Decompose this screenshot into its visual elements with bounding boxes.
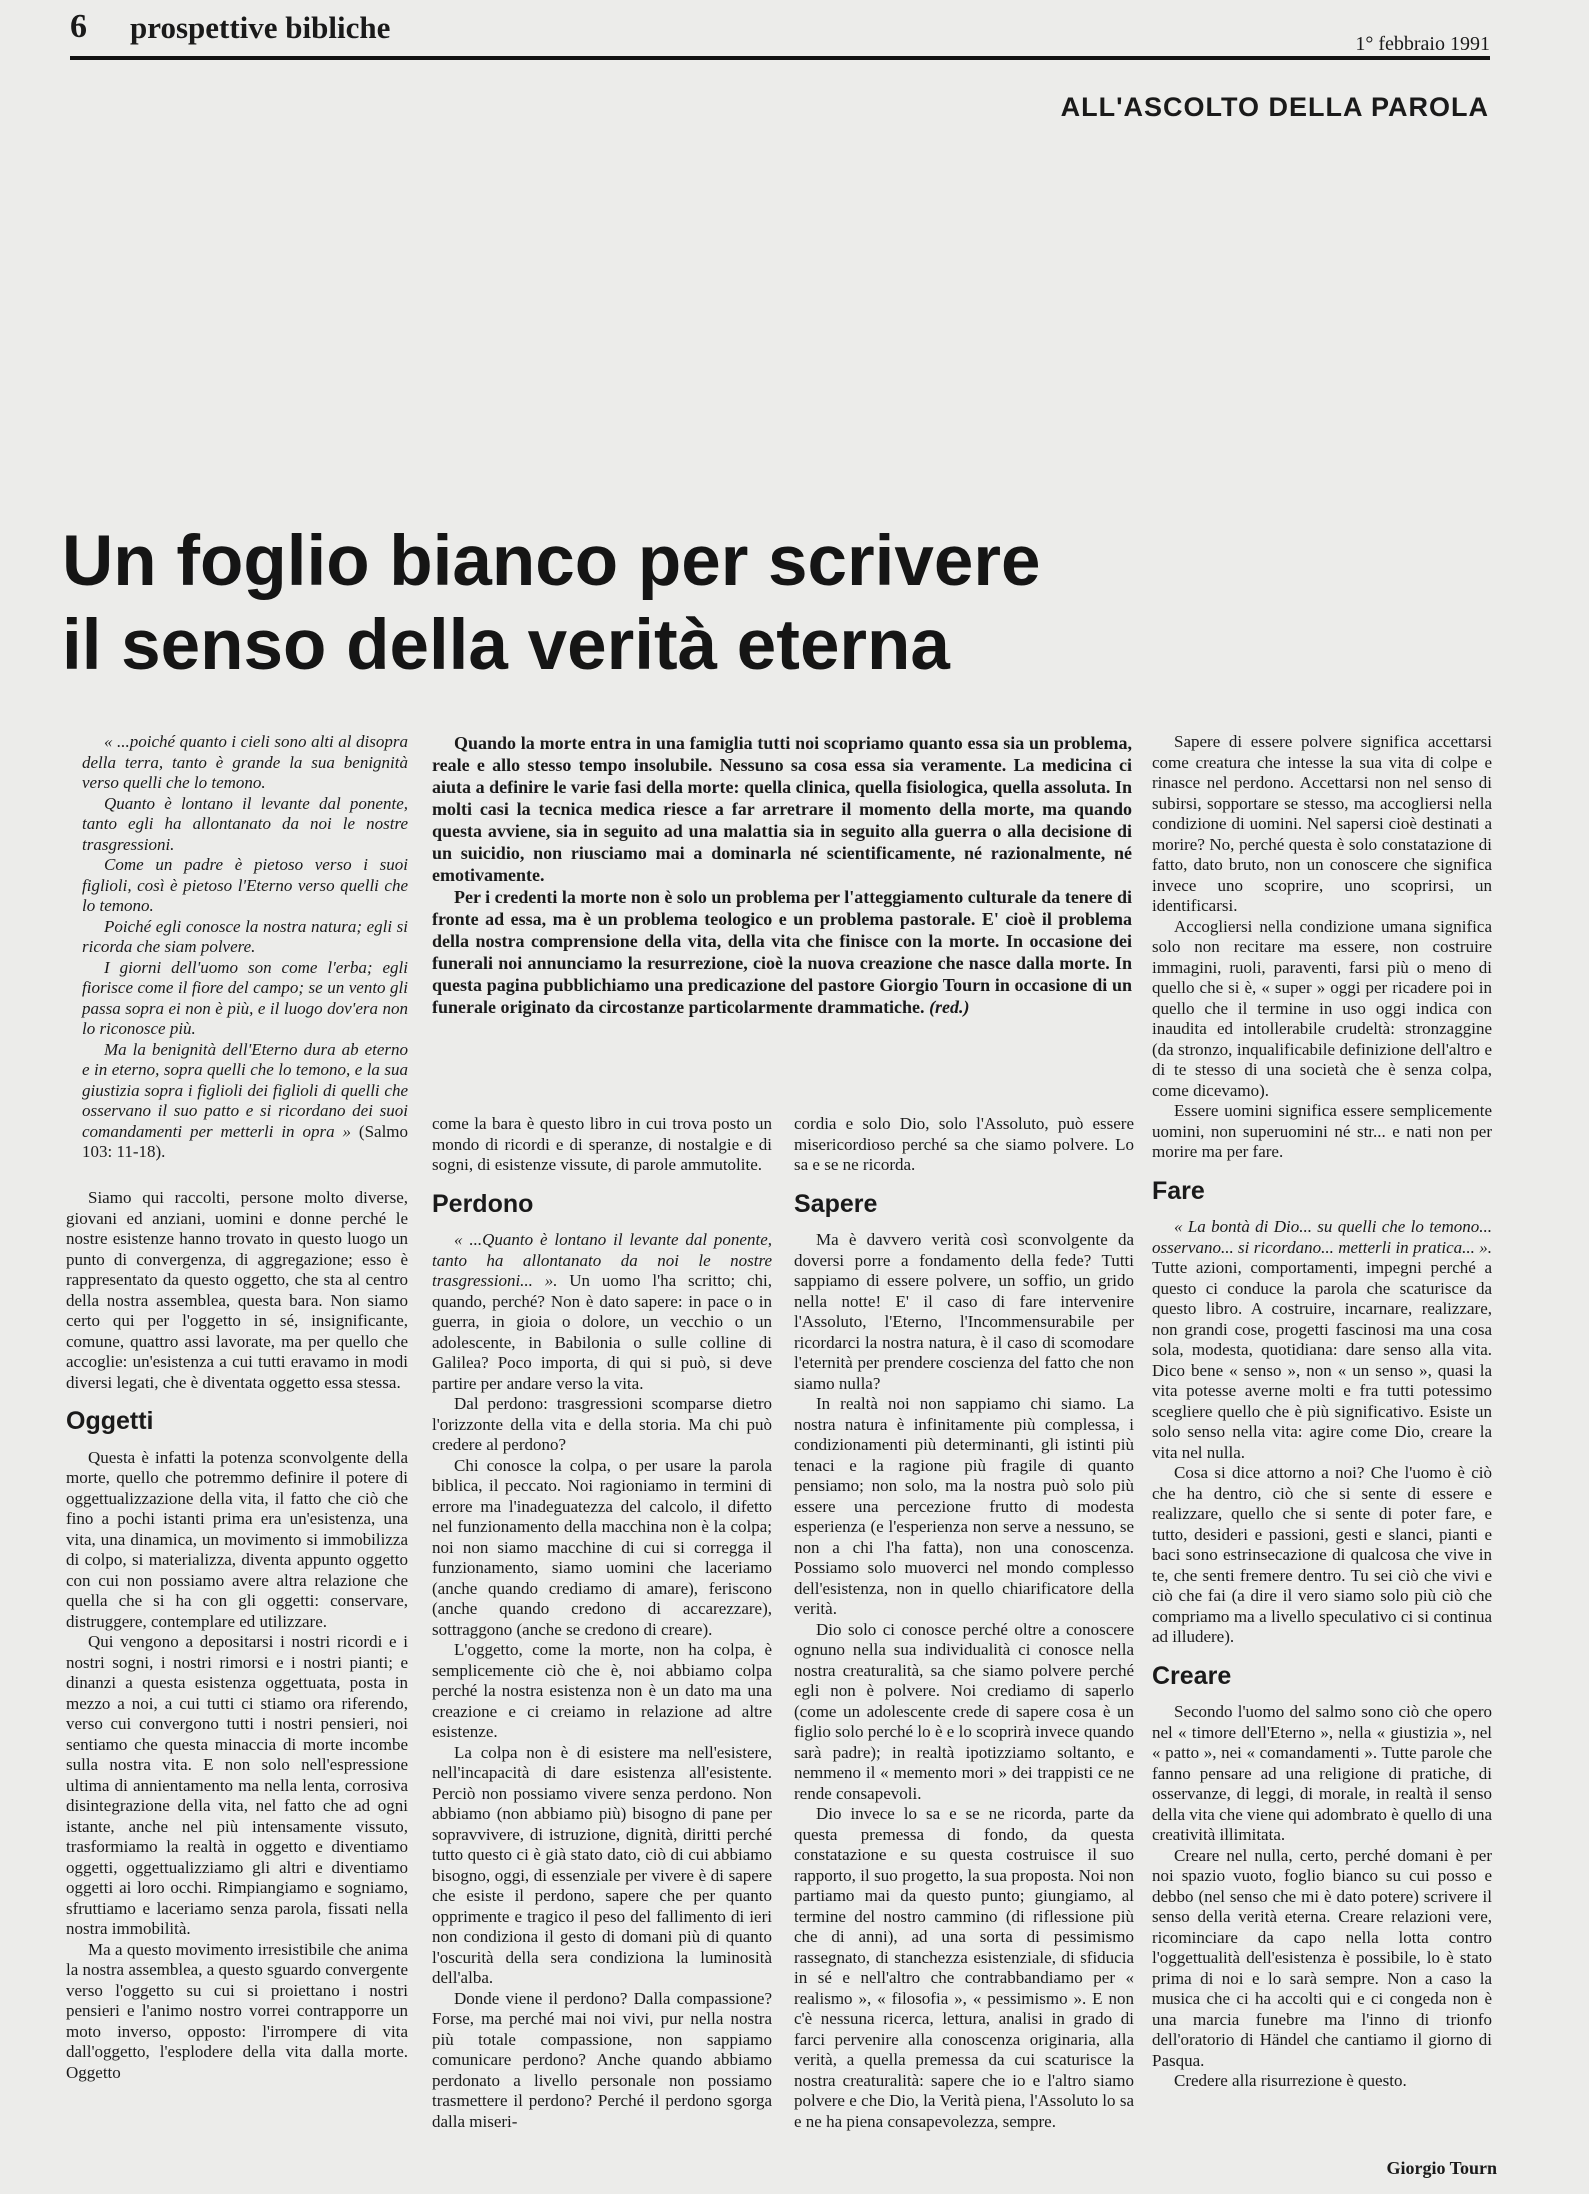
paragraph: Credere alla risurrezione è questo.: [1174, 2071, 1407, 2090]
paragraph: Siamo qui raccolti, persone molto diverse, giovani ed anziani, uomini e donne perché le nostre esistenze hanno trovato in questo luogo un punto di convergenza, di aggregazione; esso è rappresentato da questo oggetto, che sta al centro della nostra assemblea, questa bara. Non siamo certo qui per l'oggetto in sé, insignificante, comune, quattro assi lavorate, ma per quello che accoglie: un'esistenza a cui tutti eravamo in modi diversi legati, che è diventata oggetto essa stessa.: [66, 1188, 408, 1392]
headline-line-2: il senso della verità eterna: [62, 606, 950, 685]
psalm-verse: I giorni dell'uomo son come l'erba; egli fiorisce come il fiore del campo; se un vento gli passa sopra ei non è più, e il luogo dov'era non lo riconosce più.: [82, 957, 408, 1038]
subheading-fare: Fare: [1152, 1176, 1205, 1205]
paragraph-text: Tutte azioni, comportamenti, impegni perché a questo ci conduce la parola che scaturisce da questo libro. A costruire, incarnare, realizzare, non grandi cose, progetti fascinosi ma una cosa sola, modesta, quotidiana: dare senso alla vita. Dico bene « senso », non « un senso », quasi la vita potesse averne molti e fra tutti potessimo scegliere quello che è più significativo. Esiste un solo senso nella vita: agire come Dio, creare la vita nel nulla.: [1152, 1258, 1492, 1462]
paragraph: In realtà noi non sappiamo chi siamo. La nostra natura è infinitamente più complessa, i condizionamenti più determinanti, gli istinti più tenaci e la ragione più fragile di quanto pensiamo; non solo, ma la nostra può solo più essere una percezione frutto di modesta esperienza (e l'esperienza non serve a nessuno, se non a chi l'ha fatta), non una conoscenza. Possiamo solo muoverci nel mondo complesso dell'esistenza, non in quello chiarificatore della verità.: [794, 1394, 1134, 1618]
paragraph: Ma è davvero verità così sconvolgente da doversi porre a fondamento della fede? Tutti sappiamo di essere polvere, un soffio, un grido nella notte! E' il caso di fare intervenire l'Assoluto, l'Eterno, l'Incommensurabile per ricordarci la nostra natura, è il caso di scomodare l'eternità per prendere coscienza del fatto che non siamo nulla?: [794, 1230, 1134, 1393]
paragraph: Dio solo ci conosce perché oltre a conoscere ognuno nella sua individualità ci conosce nella nostra creaturalità, sa che siamo polvere perché egli non è polvere. Noi crediamo di saperlo (come un adolescente crede di sapere cosa è un figlio solo perché lo è e lo scoprirà invece quando sarà padre); in realtà ipotizziamo soltanto, e nemmeno il « memento mori » dei trappisti ce ne rende consapevoli.: [794, 1619, 1134, 1803]
article-headline: [62, 520, 1262, 688]
quote: « La bontà di Dio... su quelli che lo temono... osservano... si ricordano... metterli in pratica... ».: [1152, 1217, 1492, 1257]
publication-name: prospettive bibliche: [130, 10, 391, 45]
article-column-1: [66, 1188, 408, 2083]
intro-paragraph: [432, 886, 1132, 1018]
subheading-creare: Creare: [1152, 1661, 1232, 1690]
paragraph: Qui vengono a depositarsi i nostri ricordi e i nostri sogni, i nostri rimorsi e i nostri pianti; e dinanzi a questa esistenza oggettuata, posta in mezzo a noi, a cui tutti ci stiamo ora riferendo, verso cui convergono tutti i nostri pensieri, noi sentiamo che questa minaccia di morte incombe sulla nostra vita. E non solo nell'espressione ultima di annientamento ma nella lenta, corrosiva disintegrazione della vita, nel fatto che ad ogni istante, anche nel più intensamente vissuto, trasformiamo la realtà in oggetto e diventiamo oggetti, oggettualizziamo gli altri e diventiamo oggetti ai loro occhi. Rimpiangiamo e sogniamo, sfruttiamo e laceriamo senza parola, fissati nella nostra immobilità.: [66, 1632, 408, 1938]
paragraph: come la bara è questo libro in cui trova posto un mondo di ricordi e di speranze, di nostalgie e di sogni, di esistenze vissute, di parole ammutolite.: [432, 1114, 772, 1174]
paragraph: La colpa non è di esistere ma nell'esistere, nell'incapacità di dare esistenza all'esistente. Perciò non possiamo vivere senza perdono. Non abbiamo (non abbiamo più) bisogno di pane per sopravvivere, di istruzione, dignità, diritti perché tutto questo ci è già stato dato, ciò di cui abbiamo bisogno, oggi, di essenziale per vivere è di sapere che esiste il perdono, sapere che per quanto opprimente e tragico il peso del fallimento di ieri non condiziona il gesto di domani più di quanto l'oscurità della sera condiziona la luminosità dell'alba.: [432, 1742, 772, 1987]
paragraph: Dal perdono: trasgressioni scomparse dietro l'orizzonte della vita e della storia. Ma chi può credere al perdono?: [432, 1394, 772, 1454]
quote: « ...Quanto è lontano il levante dal ponente, tanto ha allontanato da noi le nostre trasgressioni... ».: [432, 1230, 772, 1290]
article-column-2: [432, 1114, 772, 2132]
psalm-verse-text: Ma la benignità dell'Eterno dura ab eterno e in eterno, sopra quelli che lo temono, e la sua giustizia sopra i figlioli dei figlioli di quelli che osservano il suo patto e si ricordano dei suoi comandamenti per metterli in opra »: [82, 1039, 408, 1141]
section-label: ALL'ASCOLTO DELLA PAROLA: [1060, 92, 1489, 122]
headline-line-1: Un foglio bianco per scrivere: [62, 522, 1041, 601]
paragraph-text: Un uomo l'ha scritto; chi, quando, perché? Non è dato sapere: in pace o in guerra, in gioia o dolore, un vecchio o un adolescente, in Babilonia o sulle colline di Galilea? Poco importa, di qui si può, si deve partire per andare verso la vita.: [432, 1271, 772, 1393]
intro-paragraph: Quando la morte entra in una famiglia tutti noi scopriamo quanto essa sia un problema, reale e allo stesso tempo insolubile. Nessuno sa cosa essa sia veramente. La medicina ci aiuta a definire le varie fasi della morte: quella clinica, quella fisiologica, quella assoluta. In molti casi la tecnica medica riesce a far arretrare il momento della morte, ma quando questa avviene, sia in seguito ad una malattia sia in seguito alla guerra o alla decisione di un suicidio, non riusciamo mai a dominarla né scientificamente, né razionalmente, né emotivamente.: [432, 733, 1132, 885]
author-signature: Giorgio Tourn: [1386, 2158, 1497, 2178]
intro-text: Per i credenti la morte non è solo un problema per l'atteggiamento culturale da tenere di fronte ad essa, ma è un problema teologico e un problema pastorale. E' cioè il problema della nostra comprensione della vita, della vita che finisce con la morte. In occasione dei funerali noi annunciamo la resurrezione, cioè la nuova creazione che nasce dalla morte. In questa pagina pubblichiamo una predicazione del pastore Giorgio Tourn in occasione di un funerale originato da circostanze particolarmente drammatiche.: [432, 887, 1132, 1017]
paragraph: Sapere di essere polvere significa accettarsi come creatura che intesse la sua vita di colpe e rinasce nel perdono. Accettarsi non nel senso di subirsi, sopportare se stesso, ma accogliersi nella condizione di uomini. Nel sapersi cioè destinati a morire? No, perché questa è solo constatazione di fatto, dato bruto, non un conoscere che significa invece uno scoprire, uno scoprirsi, un identificarsi.: [1152, 732, 1492, 915]
paragraph: Accogliersi nella condizione umana significa solo non recitare ma essere, non costruire immagini, ruoli, paraventi, farsi più o meno di quello che si è, « super » oggi per ricadere poi in quello che il termine in uso oggi indica con inaudita ed intollerabile crudeltà: stronzaggine (da stronzo, inqualificabile definizione dell'altro e di te stesso di una società che è senza colpa, come dicevamo).: [1152, 916, 1492, 1100]
article-column-3: [794, 1114, 1134, 2132]
paragraph: Secondo l'uomo del salmo sono ciò che opero nel « timore dell'Eterno », nella « giustizia », nel « patto », nei « comandamenti ». Tutte parole che fanno pensare ad una religione di pratiche, di osservanze, di leggi, di morale, in realtà il senso della vita che viene qui adombrato è quello di una creatività illimitata.: [1152, 1702, 1492, 1844]
paragraph: [1152, 1217, 1492, 1463]
paragraph: Essere uomini significa essere semplicemente uomini, non superuomini né str... e nati non per morire ma per fare.: [1152, 1101, 1492, 1161]
subheading-perdono: Perdono: [432, 1189, 534, 1218]
paragraph: Creare nel nulla, certo, perché domani è per noi spazio vuoto, foglio bianco su cui posso e debbo (nel senso che mi è dato potere) scrivere il senso della verità eterna. Creare relazioni vere, ricominciare da capo nella lotta contro l'oggettualità dell'esistenza è possibile, lo è stato prima di noi e lo sarà sempre. Non a caso la musica che ci ha accolti qui e ci congeda non è una marcia funebre ma l'inno di trionfo dell'oratorio di Händel che cantiamo il giorno di Pasqua.: [1152, 1845, 1492, 2070]
subheading-oggetti: Oggetti: [66, 1407, 154, 1435]
psalm-verse: Quanto è lontano il levante dal ponente, tanto egli ha allontanato da noi le nostre trasgressioni.: [82, 793, 408, 854]
psalm-verse: [82, 1040, 408, 1163]
issue-date: 1° febbraio 1991: [1355, 33, 1490, 55]
paragraph: Cosa si dice attorno a noi? Che l'uomo è ciò che ha dentro, ciò che si sente di essere e realizzare, quello che si sente di poter fare, e tutto, desideri e passioni, gesti e slanci, pianti e baci sono estrinsecazione di qualcosa che vive in te, che senti fremere dentro. Tu sei ciò che vivi e ciò che fai (a dire il vero siamo solo più ciò che compriamo ma a livello speculativo ci si continua ad illudere).: [1152, 1463, 1492, 1646]
paragraph: Dio invece lo sa e se ne ricorda, parte da questa premessa di fondo, da questa constatazione e su questa costruisce il suo rapporto, il suo progetto, la sua proposta. Noi non partiamo mai da questo punto; giungiamo, al termine del nostro cammino (di riflessione più che di anni), ad una sorta di pessimismo rassegnato, di stanchezza esistenziale, di sfiducia in sé e nell'altro che contrabbandiamo per « realismo », « filosofia », « pessimismo ». E non c'è nessuna ricerca, lettura, analisi in grado di farci pervenire alla conoscenza originaria, alla verità, a quella premessa da cui scaturisce la nostra creaturalità: sapere che io e l'altro siamo polvere e che Dio, la Verità piena, l'Assoluto lo sa e ne ha piena consapevolezza, sempre.: [794, 1804, 1134, 2131]
paragraph: [432, 1230, 772, 1394]
editorial-intro: [432, 732, 1132, 1018]
editorial-credit: (red.): [929, 997, 970, 1017]
psalm-reference: (Salmo 103: 11-18).: [82, 1121, 409, 1161]
paragraph: Chi conosce la colpa, o per usare la parola biblica, il peccato. Noi ragioniamo in termini di errore ma l'inadeguatezza del calcolo, il difetto nel funzionamento della macchina non è la colpa; noi non siamo macchine di cui si corregga il funzionamento, siamo uomini che laceriamo (anche quando crediamo di amare), feriscono (anche quando credono di accarezzare), sottraggono (anche se credono di creare).: [432, 1455, 772, 1639]
psalm-verse: « ...poiché quanto i cieli sono alti al disopra della terra, tanto è grande la sua benignità verso quelli che lo temono.: [82, 732, 408, 792]
paragraph: cordia e solo Dio, solo l'Assoluto, può essere misericordioso perché sa che siamo polvere. Lo sa e se ne ricorda.: [794, 1114, 1134, 1174]
psalm-verse: Come un padre è pietoso verso i suoi figlioli, così è pietoso l'Eterno verso quelli che lo temono.: [82, 855, 408, 915]
article-column-4: [1152, 732, 1492, 2092]
subheading-sapere: Sapere: [794, 1189, 878, 1218]
paragraph: Donde viene il perdono? Dalla compassione? Forse, ma perché mai noi vivi, pur nella nostra più totale compassione, non sappiamo comunicare perdono? Anche quando abbiamo perdonato a livello personale non possiamo trasmettere il perdono? Perché il perdono sgorga dalla miseri-: [432, 1988, 772, 2131]
psalm-epigraph: [82, 732, 408, 1163]
paragraph: Ma a questo movimento irresistibile che anima la nostra assemblea, a questo sguardo convergente verso l'oggetto su cui si proiettano i nostri pensieri e l'animo nostro vorrei contrapporre un moto inverso, opposto: l'irrompere di vita dall'oggetto, l'esplodere della vita dalla morte. Oggetto: [66, 1939, 408, 2082]
paragraph: L'oggetto, come la morte, non ha colpa, è semplicemente ciò che è, noi abbiamo colpa perché la nostra esistenza non è un dato ma una creazione e ci creiamo in relazione ad altre esistenze.: [432, 1640, 772, 1741]
paragraph: Questa è infatti la potenza sconvolgente della morte, quello che potremmo definire il potere di oggettualizzazione della vita, il fatto che ciò che fino a pochi istanti prima era un'esistenza, una vita, una dinamica, un movimento si immobilizza di colpo, si materializza, diventa appunto oggetto con cui non possiamo avere altra relazione che quella che si ha con gli oggetti: conservare, distruggere, contemplare ed utilizzare.: [66, 1447, 408, 1631]
header-rule: [70, 56, 1490, 60]
psalm-verse: Poiché egli conosce la nostra natura; egli si ricorda che siam polvere.: [82, 916, 408, 956]
page-number: 6: [70, 8, 87, 45]
